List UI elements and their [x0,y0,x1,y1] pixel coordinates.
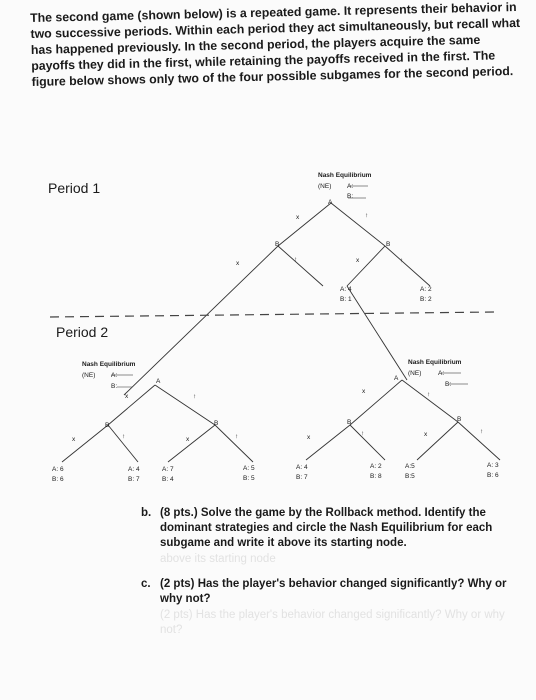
node-a-right: A [394,375,399,382]
payoff-a: A: 3 [487,462,499,469]
action-up: ↑ [365,212,369,219]
questions [135,506,520,648]
payoff-b: B: 6 [487,472,499,479]
node-b: B [275,241,280,248]
period-1-label: Period 1 [48,180,101,196]
ne-abbrev: (NE) [82,372,96,379]
ne-b-blank: B: [347,193,354,200]
ne-a-blank: A: [438,370,445,377]
action-up: ↑ [294,256,298,263]
payoff-a: A: 7 [162,466,174,473]
node-b: B [386,241,391,248]
question-marker: b. [141,507,152,519]
payoff-b: B: 1 [340,296,352,303]
payoff-b: B: 5 [243,475,255,482]
action-x: x [125,393,129,400]
action-x: x [186,436,190,443]
payoff-a: A: 4 [296,464,308,471]
ne-a-blank: A: [111,372,118,379]
action-x: x [424,431,428,438]
action-up: ↑ [427,391,431,398]
payoff-b: B: 8 [370,473,382,480]
node-a-root: A [328,199,333,206]
faint-echo-text: (2 pts) Has the player's behavior changed significantly? Why or why not? [160,609,505,636]
action-up: ↑ [122,433,126,440]
payoff-b: B: 6 [52,476,64,483]
action-up: ↑ [480,428,484,435]
node-b: B [347,419,352,426]
node-a-left: A [156,378,161,385]
ne-title: Nash Equilibrium [318,172,372,179]
action-x: x [307,434,311,441]
action-up: ↑ [193,393,197,400]
ne-abbrev: (NE) [318,183,332,190]
payoff-a: A: 6 [52,466,64,473]
payoff-a: A:5 [405,463,415,470]
node-b: B [457,416,462,423]
payoff-a: A: 5 [243,465,255,472]
payoff-b: B: 7 [296,474,308,481]
node-b: B [105,422,110,429]
question-b [135,506,520,567]
question-c [135,577,520,638]
intro-paragraph: The second game (shown below) is a repeated game. It represents their behavior in two successive periods. Within each period they act simultaneously, but recall what has happened previously. In the second period, the players acquire the same payoffs they did in the first, while retaining the payoffs received in the first. The figure below shows only two of the four possible subgames for the second period. [30,0,521,89]
ne-b-blank: B: [445,381,452,388]
payoff-b: B: 4 [162,476,174,483]
question-text: (8 pts.) Solve the game by the Rollback method. Identify the dominant strategies and circle the Nash Equilibrium for each subgame and write it above its starting node. [160,507,493,549]
game-tree-figure [0,150,536,500]
action-x: x [72,436,76,443]
period-2-label: Period 2 [56,324,109,340]
action-x: x [296,214,300,221]
ne-a-blank: A: [347,183,354,190]
payoff-a: A: 4 [128,466,140,473]
question-marker: c. [141,578,151,590]
payoff-b: B: 2 [420,296,432,303]
payoff-a: A: 4 [340,286,352,293]
action-up: ↑ [400,257,404,264]
action-x: x [362,388,366,395]
payoff-b: B:5 [405,473,415,480]
payoff-a: A: 2 [370,463,382,470]
node-b: B [214,420,219,427]
payoff-a: A: 2 [420,286,432,293]
ne-abbrev: (NE) [408,370,422,377]
ne-b-blank: B: [111,383,118,390]
faint-echo-text: above its starting node [160,553,276,565]
action-x: x [356,257,360,264]
action-up: ↑ [361,430,365,437]
question-text: (2 pts) Has the player's behavior changed significantly? Why or why not? [160,578,507,605]
ne-title: Nash Equilibrium [82,361,136,368]
ne-title: Nash Equilibrium [408,359,462,366]
action-x: x [236,260,240,267]
payoff-b: B: 7 [128,476,140,483]
action-up: ↑ [235,433,239,440]
